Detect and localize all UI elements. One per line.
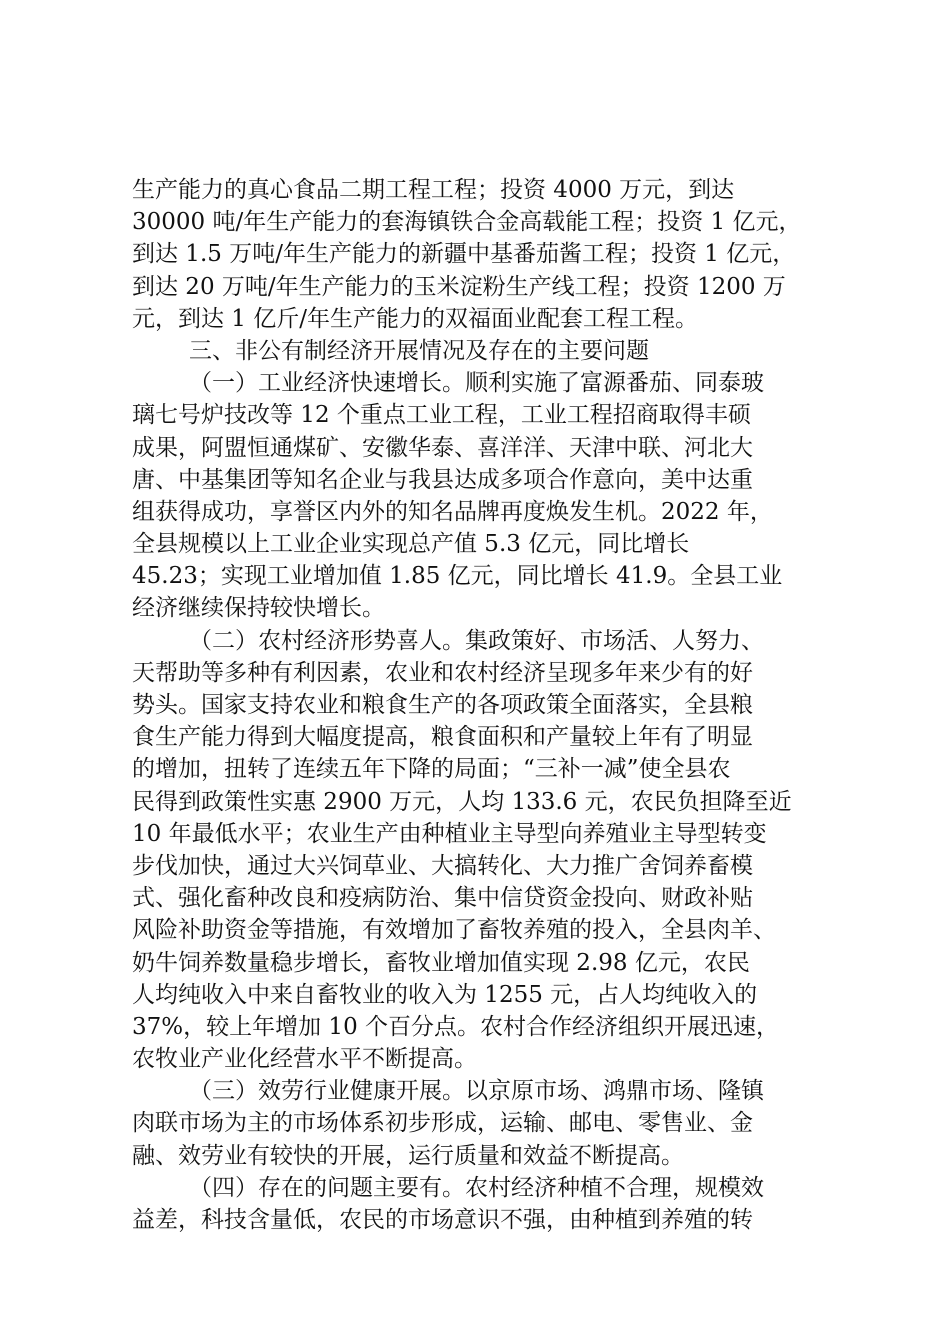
text-line: 到达 1.5 万吨/年生产能力的新疆中基番茄酱工程；投资 1 亿元， (132, 241, 796, 268)
text-line: 45.23；实现工业增加值 1.85 亿元，同比增长 41.9。全县工业 (132, 563, 783, 590)
text-line: 民得到政策性实惠 2900 万元，人均 133.6 元，农民负担降至近 (132, 788, 792, 815)
text-line: 到达 20 万吨/年生产能力的玉米淀粉生产线工程；投资 1200 万 (132, 273, 786, 300)
text-line: 融、效劳业有较快的开展，运行质量和效益不断提高。 (132, 1142, 684, 1169)
text-line: 生产能力的真心食品二期工程工程；投资 4000 万元，到达 (132, 177, 735, 203)
text-line: 肉联市场为主的市场体系初步形成，运输、邮电、零售业、金 (132, 1110, 753, 1137)
text-line: 元，到达 1 亿斤/年生产能力的双福面业配套工程工程。 (132, 305, 699, 332)
text-line: 农牧业产业化经营水平不断提高。 (132, 1046, 477, 1073)
text-line: 经济继续保持较快增长。 (132, 595, 385, 622)
text-line: 全县规模以上工业企业实现总产值 5.3 亿元，同比增长 (132, 531, 690, 558)
paragraph-start: （三）效劳行业健康开展。以京原市场、鸿鼎市场、隆镇 (189, 1078, 764, 1105)
section-heading: 三、非公有制经济开展情况及存在的主要问题 (189, 337, 649, 364)
paragraph-start: （二）农村经济形势喜人。集政策好、市场活、人努力、 (189, 627, 764, 654)
text-line: 益差，科技含量低，农民的市场意识不强，由种植到养殖的转 (132, 1207, 753, 1233)
paragraph-start: （四）存在的问题主要有。农村经济种植不合理，规模效 (189, 1174, 764, 1201)
text-line: 天帮助等多种有利因素，农业和农村经济呈现多年来少有的好 (132, 659, 753, 686)
text-line: 食生产能力得到大幅度提高，粮食面积和产量较上年有了明显 (132, 724, 753, 751)
text-line: 式、强化畜种改良和疫病防治、集中信贷资金投向、财政补贴 (132, 885, 753, 912)
text-line: 10 年最低水平；农业生产由种植业主导型向养殖业主导型转变 (132, 820, 767, 847)
document-body (132, 174, 832, 1236)
text-line: 30000 吨/年生产能力的套海镇铁合金高载能工程；投资 1 亿元， (132, 209, 802, 236)
text-line: 成果，阿盟恒通煤矿、安徽华泰、喜洋洋、天津中联、河北大 (132, 434, 753, 461)
text-line: 37%，较上年增加 10 个百分点。农村合作经济组织开展迅速， (132, 1013, 780, 1040)
text-line: 组获得成功，享誉区内外的知名品牌再度焕发生机。2022 年， (132, 498, 773, 525)
text-line: 的增加，扭转了连续五年下降的局面；“三补一减”使全县农 (132, 756, 731, 783)
text-line: 风险补助资金等措施，有效增加了畜牧养殖的投入，全县肉羊、 (132, 917, 776, 944)
text-line: 奶牛饲养数量稳步增长，畜牧业增加值实现 2.98 亿元，农民 (132, 949, 750, 976)
paragraph-start: （一）工业经济快速增长。顺利实施了富源番茄、同泰玻 (189, 370, 764, 397)
text-line: 步伐加快，通过大兴饲草业、大搞转化、大力推广舍饲养畜模 (132, 852, 753, 879)
text-line: 唐、中基集团等知名企业与我县达成多项合作意向，美中达重 (132, 466, 753, 493)
text-line: 人均纯收入中来自畜牧业的收入为 1255 元，占人均纯收入的 (132, 981, 758, 1008)
text-line: 势头。国家支持农业和粮食生产的各项政策全面落实，全县粮 (132, 692, 753, 718)
text-line: 璃七号炉技改等 12 个重点工业工程，工业工程招商取得丰硕 (132, 402, 751, 429)
